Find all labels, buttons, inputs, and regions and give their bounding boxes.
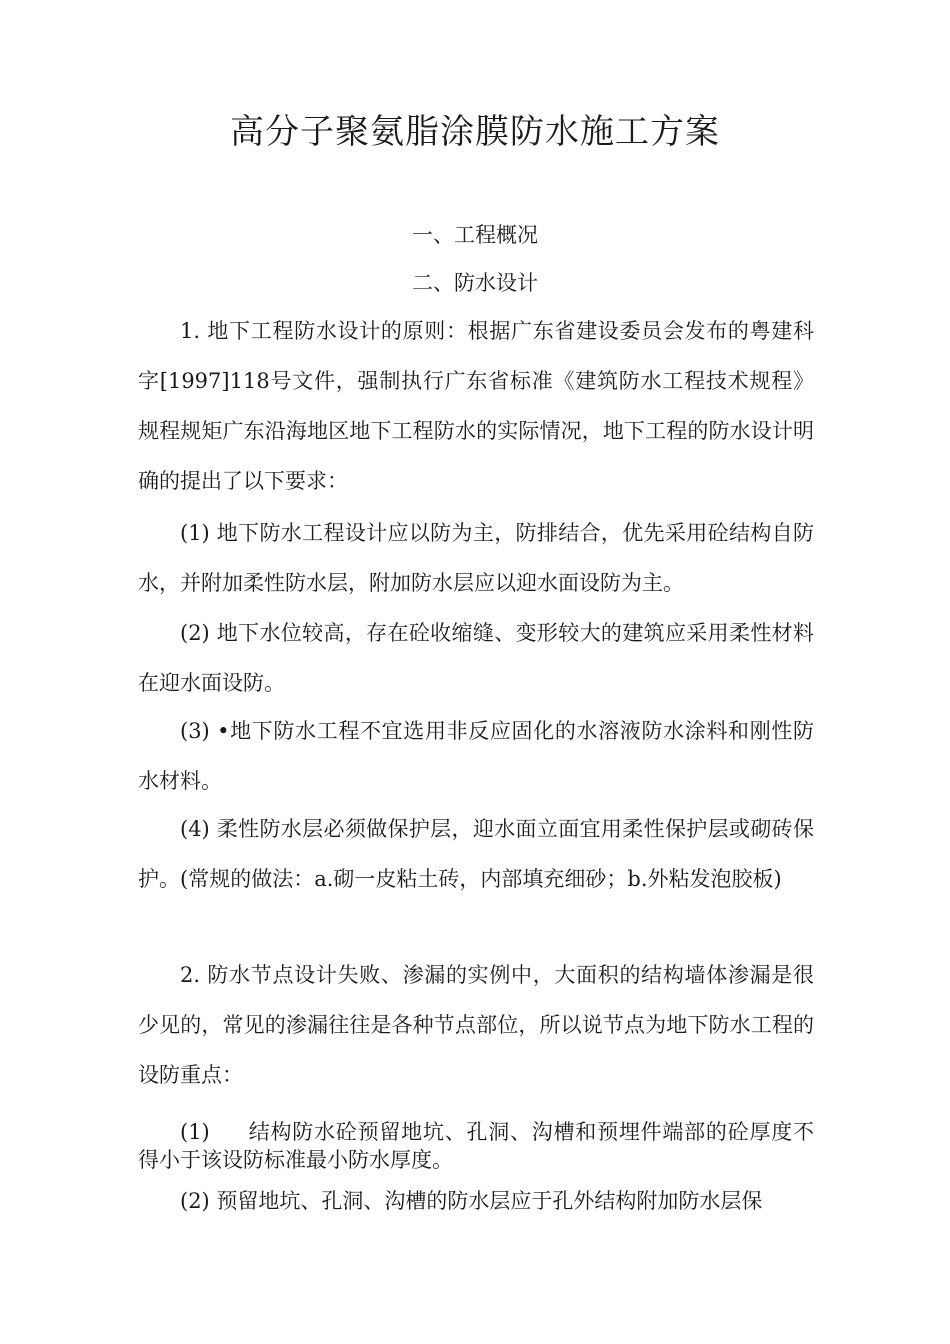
paragraph-node-design: 2. 防水节点设计失败、渗漏的实例中，大面积的结构墙体渗漏是很少见的，常见的渗漏往往是各种节点部位，所以说节点为地下防水工程的设防重点：	[138, 963, 814, 1087]
node-item-1-number: (1)	[180, 1120, 210, 1144]
paragraph-node-item-2: (2) 预留地坑、孔洞、沟槽的防水层应于孔外结构附加防水层保	[180, 1189, 763, 1213]
paragraph-node-item-1	[138, 1118, 814, 1174]
section-heading-overview: 一、工程概况	[412, 223, 538, 247]
paragraph-requirement-2: (2) 地下水位较高，存在砼收缩缝、变形较大的建筑应采用柔性材料在迎水面设防。	[138, 621, 814, 695]
section-heading-waterproof-design: 二、防水设计	[412, 271, 538, 295]
paragraph-requirement-1: (1) 地下防水工程设计应以防为主，防排结合，优先采用砼结构自防水，并附加柔性防水层，附加防水层应以迎水面设防为主。	[138, 521, 814, 595]
paragraph-design-principle: 1. 地下工程防水设计的原则：根据广东省建设委员会发布的粤建科字[1997]118号文件，强制执行广东省标准《建筑防水工程技术规程》规程规矩广东沿海地区地下工程防水的实际情况，地下工程的防水设计明确的提出了以下要求：	[138, 319, 814, 493]
paragraph-requirement-4: (4) 柔性防水层必须做保护层，迎水面立面宜用柔性保护层或砌砖保护。(常规的做法：a.砌一皮粘土砖，内部填充细砂；b.外粘发泡胶板)	[138, 817, 814, 891]
node-item-1-text: 结构防水砼预留地坑、孔洞、沟槽和预埋件端部的砼厚度不得小于该设防标准最小防水厚度。	[138, 1120, 814, 1172]
paragraph-requirement-3: (3) •地下防水工程不宜选用非反应固化的水溶液防水涂料和刚性防水材料。	[138, 719, 814, 793]
document-title: 高分子聚氨脂涂膜防水施工方案	[230, 112, 720, 152]
